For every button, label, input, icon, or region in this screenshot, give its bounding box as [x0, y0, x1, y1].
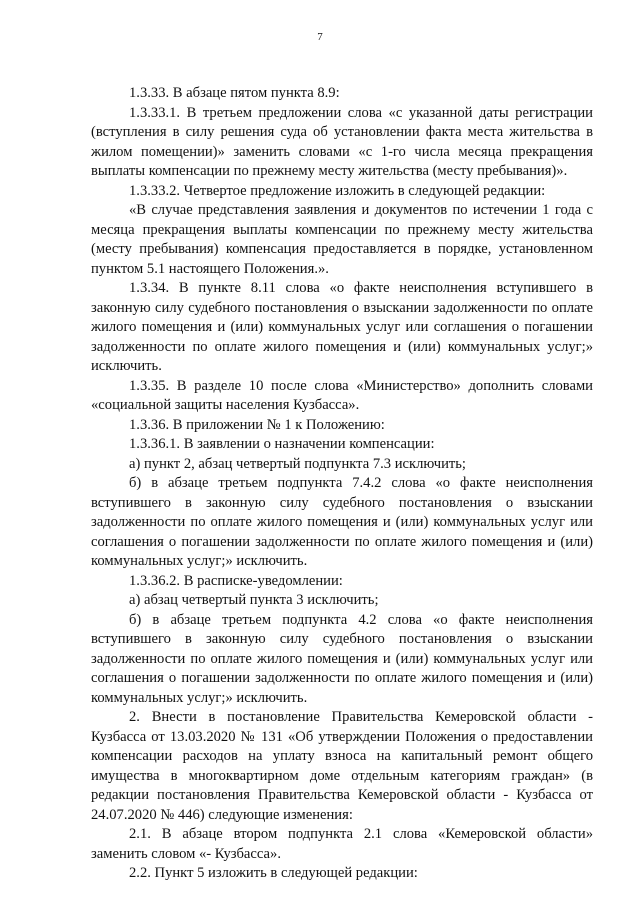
paragraph-1-3-36-2: 1.3.36.2. В расписке-уведомлении: — [129, 572, 343, 589]
paragraph-1-3-33-1: 1.3.33.1. В третьем предложении слова «с указанной даты регистрации (вступления в силу решения суда об установлении факта места жительства в жилом помещении)» заменить словами «с 1-го числа месяца прекращения выплаты компенсации по прежнему месту жительства (месту пребывания)». — [91, 104, 593, 179]
paragraph-1-3-34: 1.3.34. В пункте 8.11 слова «о факте неисполнения вступившего в законную силу судебного постановления о взыскании задолженности по оплате жилого помещения и (или) коммунальных услуг или соглашения о погашении задолженности по оплате жилого помещения и (или) коммунальных услуг;» исключить. — [91, 280, 593, 374]
paragraph-2-2: 2.2. Пункт 5 изложить в следующей редакции: — [129, 865, 418, 881]
paragraph-2: 2. Внести в постановление Правительства Кемеровской области - Кузбасса от 13.03.2020 № 131 «Об утверждении Положения о предоставлении компенсации расходов на уплату взноса на капитальный ремонт общего имущества в многоквартирном доме отдельным категориям граждан» (в редакции постановления Правительства Кемеровской области - Кузбасса от 24.07.2020 № 446) следующие изменения: — [91, 709, 593, 823]
page-number: 7 — [317, 31, 323, 43]
paragraph-2-1: 2.1. В абзаце втором подпункта 2.1 слова «Кемеровской области» заменить словом «- Кузбасса». — [91, 826, 593, 862]
paragraph-1-3-36: 1.3.36. В приложении № 1 к Положению: — [129, 416, 385, 433]
paragraph-item-a-1: а) пункт 2, абзац четвертый подпункта 7.3 исключить; — [129, 455, 466, 472]
document-body — [91, 84, 593, 884]
paragraph-1-3-33-2: 1.3.33.2. Четвертое предложение изложить в следующей редакции: — [129, 182, 546, 199]
paragraph-1-3-35: 1.3.35. В разделе 10 после слова «Министерство» дополнить словами «социальной защиты населения Кузбасса». — [91, 377, 593, 413]
paragraph-item-b-2: б) в абзаце третьем подпункта 4.2 слова «о факте неисполнения вступившего в законную силу судебного постановления о взыскании задолженности по оплате жилого помещения и (или) коммунальных услуг или соглашения о погашении задолженности по оплате жилого помещения и (или) коммунальных услуг;» исключить. — [91, 611, 593, 706]
paragraph-1-3-33: 1.3.33. В абзаце пятом пункта 8.9: — [129, 85, 340, 101]
paragraph-item-a-2: а) абзац четвертый пункта 3 исключить; — [129, 592, 379, 608]
paragraph-item-b-1: б) в абзаце третьем подпункта 7.4.2 слова «о факте неисполнения вступившего в законную силу судебного постановления о взыскании задолженности по оплате жилого помещения и (или) коммунальных услуг или соглашения о погашении задолженности по оплате жилого помещения и (или) коммунальных услуг;» исключить. — [91, 475, 593, 569]
paragraph-1-3-36-1: 1.3.36.1. В заявлении о назначении компенсации: — [129, 436, 435, 452]
paragraph-quote-new-wording: «В случае представления заявления и документов по истечении 1 года с месяца прекращения выплаты компенсации по прежнему месту жительства (месту пребывания) компенсация предоставляется в порядке, установленном пунктом 5.1 настоящего Положения.». — [91, 202, 593, 277]
